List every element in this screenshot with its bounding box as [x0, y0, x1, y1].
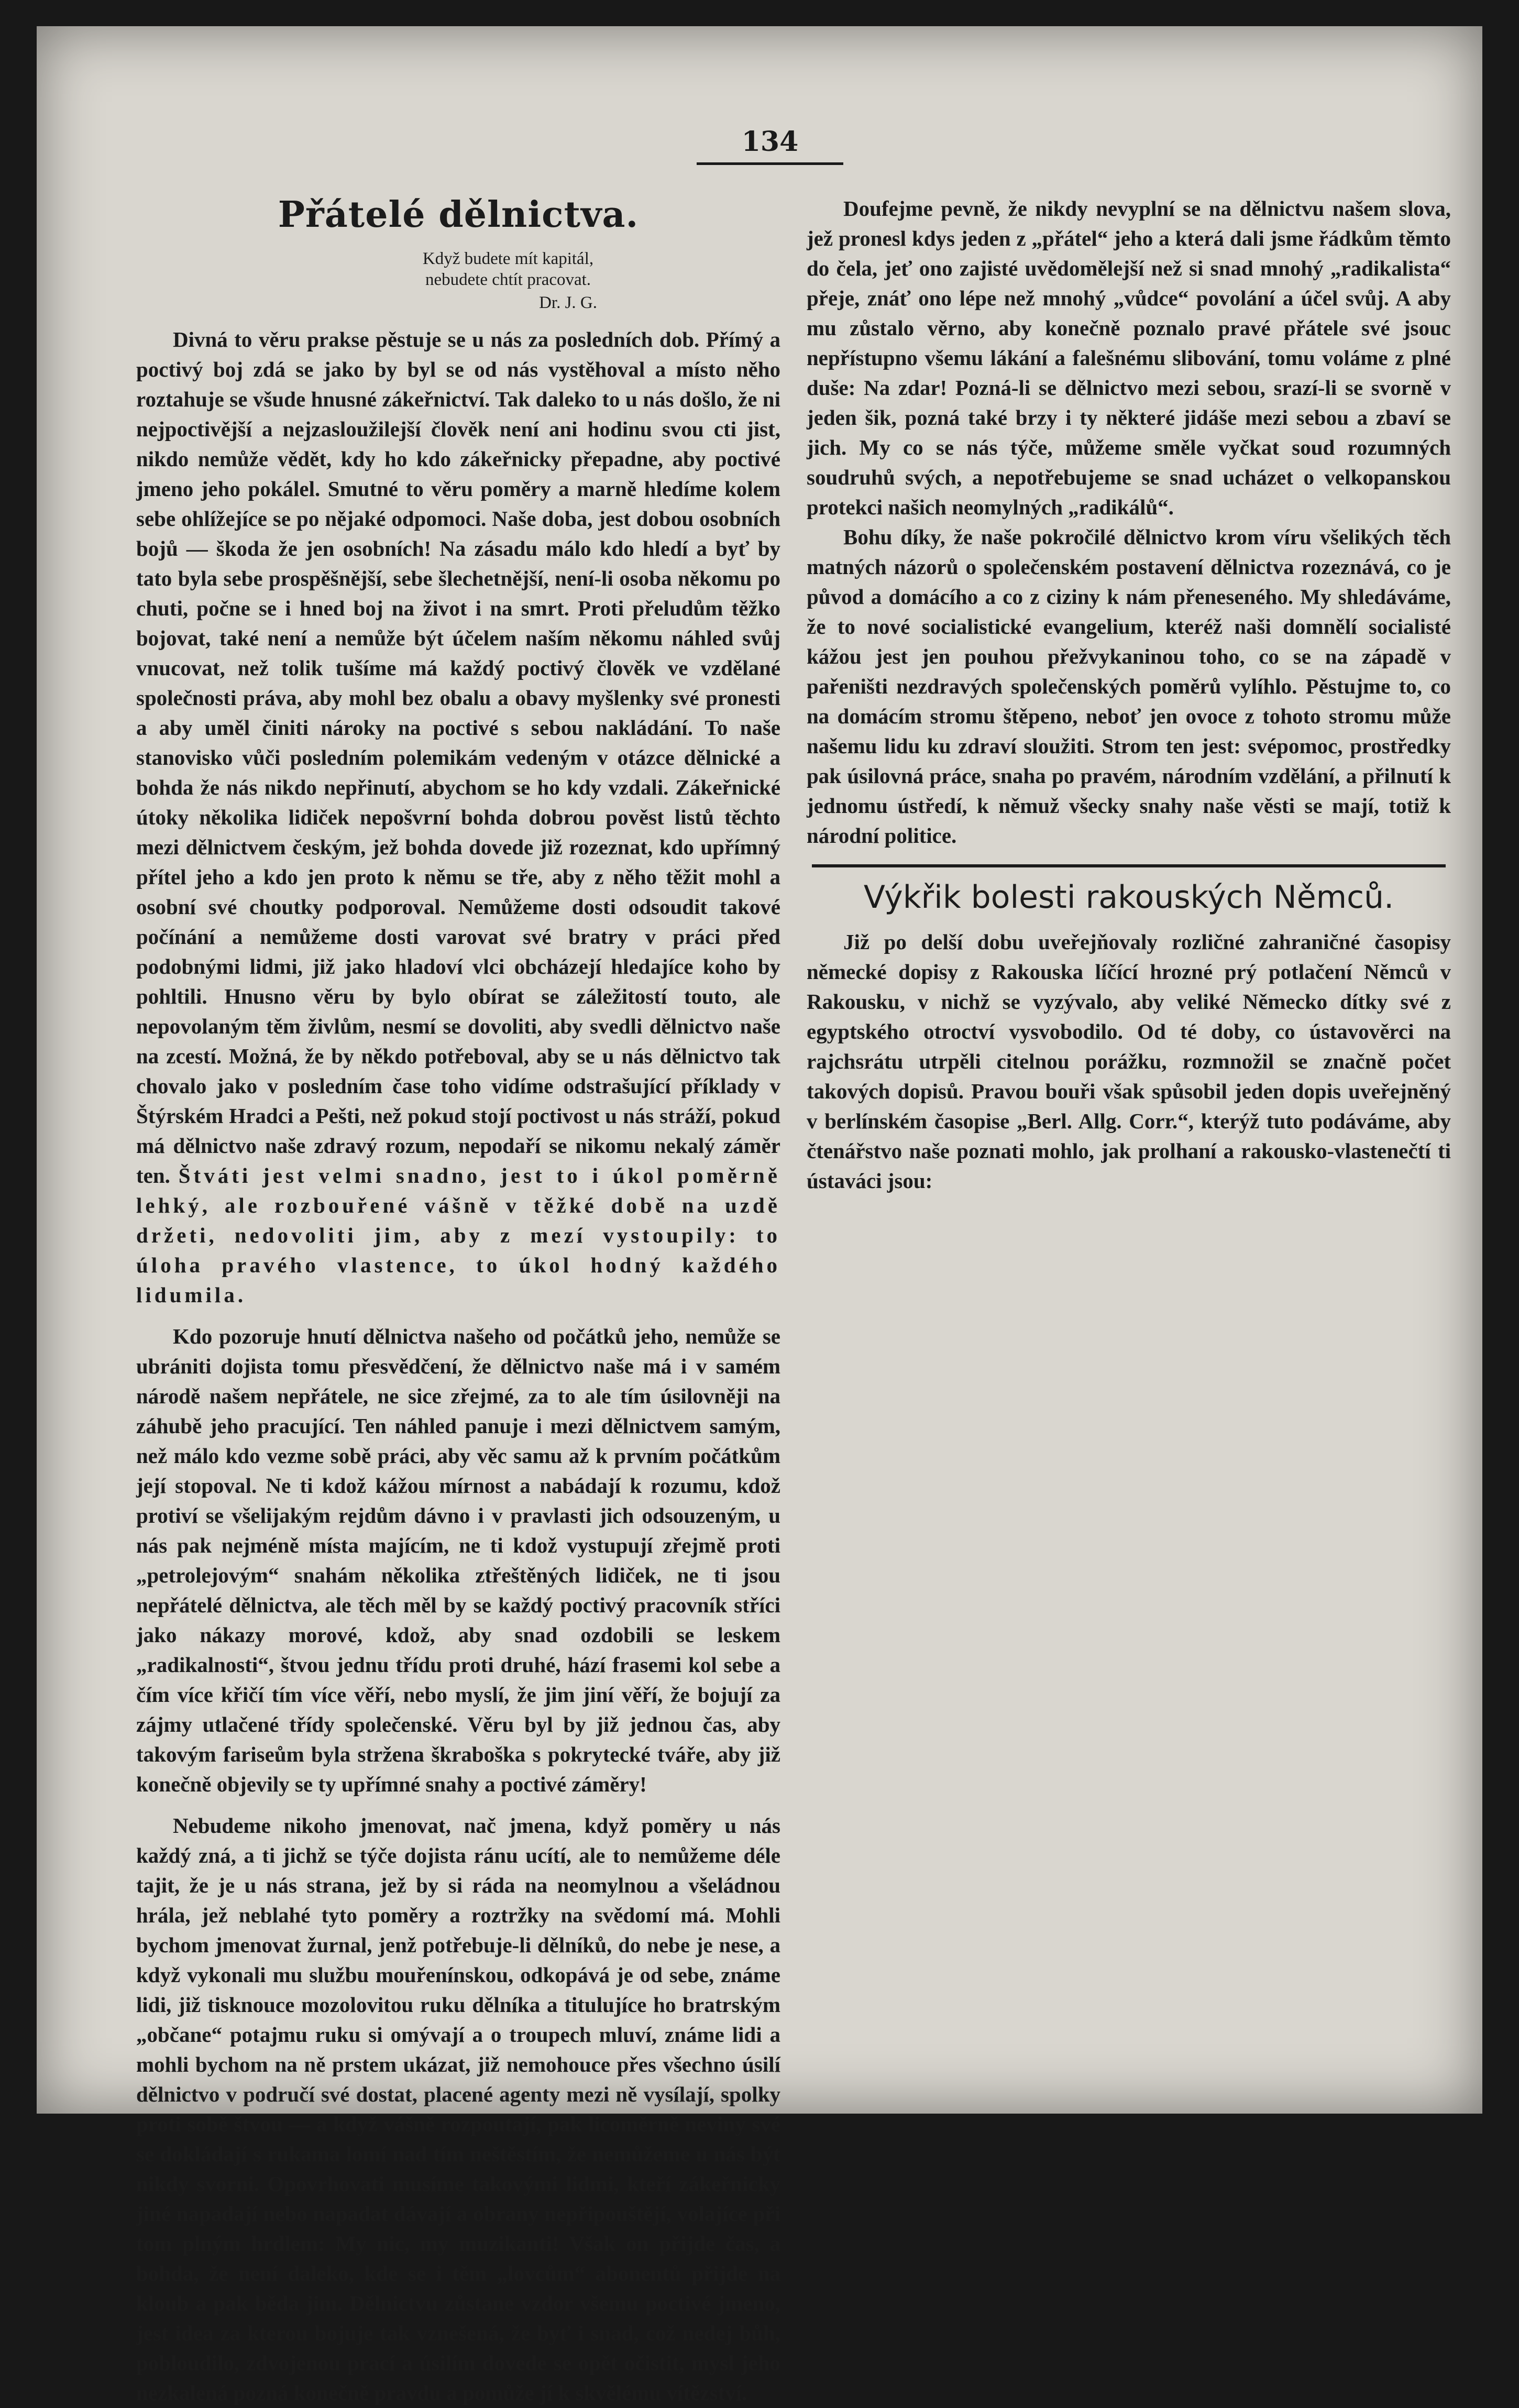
paragraph-text: Divná to věru prakse pěstuje se u nás za posledních dob. Přímý a poctivý boj zdá se jako by byl se od nás vystěhoval a místo něho roztahuje se všude hnusné zákeřnictví. Tak daleko to u nás došlo, že ni nejpoctivější a nejzasloužilejší člověk není ani hodinu svou cti jist, nikdo nemůže vědět, kdy ho kdo zákeřnicky přepadne, aby poctivé jmeno jeho pokálel. Smutné to věru poměry a marně hledíme kolem sebe ohlížejíce se po nějaké odpomoci. Naše doba, jest dobou osobních bojů — škoda že jen osobních! Na zásadu málo kdo hledí a byť by tato byla sebe prospěšnější, sebe šlechetnější, není-li osoba někomu po chuti, počne se i hned boj na život i na smrt. Proti přeludům těžko bojovat, také není a nemůže být účelem naším někomu náhled svůj vnucovat, než tolik tušíme má každý poctivý člověk ve vzdělané společnosti práva, aby mohl bez obalu a obavy myšlenky své pronesti a aby uměl činiti nároky na poctivé s sebou nakládání. To naše stanovisko vůči posledním polemikám vedeným v otázce dělnické a bohda že nás nikdo nepřinutí, abychom se ho kdy vzdali. Zákeřnické útoky několika lidiček nepošvrní bohda dobrou pověst listů těchto mezi dělnictvem českým, jež bohda dovede již rozeznat, kdo upřímný přítel jeho a kdo jen proto k němu se tře, aby z něho těžit mohl a osobní své choutky podporoval. Nemůžeme dosti odsoudit takové počínání a nemůžeme dosti varovat své bratry v práci před podobnými lidmi, již jako hladoví vlci obcházejí hledajíce koho by pohltili. Hnusno věru by bylo obírat se záležitostí touto, ale nepovolaným těm živlům, nesmí se dovoliti, aby svedli dělnictvo naše na zcestí. Možná, že by někdo potřeboval, aby se u nás dělnictvo tak chovalo jako v posledním čase toho vidíme odstrašující příklady v Štýrském Hradci a Pešti, než pokud stojí poctivost u nás stráží, pokud má dělnictvo naše zdravý rozum, nepodaří se nikomu nekalý záměr ten.: [136, 327, 780, 1187]
epigraph-line: Když budete mít kapitál,: [422, 249, 594, 268]
article-paragraph: [136, 325, 780, 1310]
epigraph-line: nebudete chtít pracovat.: [425, 270, 591, 289]
article-title-2: Výkřik bolesti rakouských Němců.: [863, 879, 1394, 916]
header-rule: [697, 162, 843, 165]
article-paragraph: Kdo pozoruje hnutí dělnictva našeho od počátků jeho, nemůže se ubrániti dojista tomu přesvědčení, že dělnictvo naše má i v samém národě našem nepřátele, ne sice zřejmé, za to ale tím úsilovněji na záhubě jeho pracující. Ten náhled panuje i mezi dělnictvem samým, než málo kdo vezme sobě práci, aby věc samu až k prvním počátkům její stopoval. Ne ti kdož kážou mírnost a nabádají k rozumu, kdož protiví se všelijakým rejdům dávno i v pravlasti jich odsouzeným, u nás pak nejméně místa majícím, ne ti kdož vystupují zřejmě proti „petrolejovým“ snahám několika ztřeštěných lidiček, ne ti jsou nepřátelé dělnictva, ale těch měl by se každý poctivý pracovník stříci jako nákazy morové, kdož, aby snad ozdobili se leskem „radikalnosti“, štvou jednu třídu proti druhé, hází frasemi kol sebe a čím více křičí tím více věří, nebo myslí, že jim jiní věří, že bojují za zájmy utlačené třídy společenské. Věru byl by již jednou čas, aby takovým fariseům byla stržena škraboška s pokrytecké tváře, aby již konečně objevily se ty upřímné snahy a poctivé záměry!: [136, 1324, 780, 1796]
left-column: [136, 194, 780, 2408]
article-title: Přátelé dělnictva.: [278, 194, 639, 236]
newspaper-page: [37, 26, 1482, 2405]
page-header: [37, 105, 1482, 173]
epigraph-author: Dr. J. G.: [539, 293, 597, 312]
article-paragraph: Bohu díky, že naše pokročilé dělnictvo krom víru všelikých těch matných názorů o společenském postavení dělnictva rozeznává, co je původ a domácího a co z ciziny k nám přeneseného. My shledáváme, že to nové socialistické evangelium, kteréž naši domnělí socialisté kážou jest jen pouhou přežvykaninou toho, co se na západě v pařeništi nezdravých společenských poměrů vylíhlo. Pěstujme to, co na domácím stromu štěpeno, neboť jen ovoce z tohoto stromu může našemu lidu ku zdraví sloužiti. Strom ten jest: svépomoc, prostředky pak úsilovná práce, snaha po pravém, národním vzdělání, a přilnutí k jednomu ústředí, k němuž všecky snahy naše věsti se mají, totiž k národní politice.: [807, 525, 1451, 848]
article-paragraph: Nebudeme nikoho jmenovat, nač jmena, když poměry u nás každý zná, a ti jichž se týče dojista ránu ucítí, ale to nemůžeme déle tajit, že je u nás strana, jež by si ráda na neomylnou a všeládnou hrála, jež neblahé tyto poměry a roztržky na svědomí má. Mohli bychom jmenovat žurnal, jenž potřebuje-li dělníků, do nebe je nese, a když vykonali mu službu mouřenínskou, odkopává je od sebe, známe lidi, již tisknouce mozolovitou ruku dělníka a titulujíce ho bratrským „občane“ potajmu ruku si omývají a o troupech mluví, známe lidi a mohli bychom na ně prstem ukázat, již nemohouce přes všechno úsilí dělnictvo v područí své dostat, placené agenty mezi ně vysílají, spolky proti sobě štvou — a když vášně rozpoutají, pak licoměrně neviny své se dokládají s rukama lomí nad tím neštěstím, že nemůžeme u nás být nikdy svorni. Opovrhovati musíme takovými lidmi, kteří zákeřnicky jiné napadají nebo napadat dávají a obrany nepřipouštějí, volajíce při tom plným hrdlem: My nic, my muzikanti! Však on přijde čas, a bohda, že není daleko, kde se i těm „lovcům“ abonentů přijde na kloub a pak běda jim. Dělnictvu zůstane vzdor všemu poctivé jmeno, jest idea za kterou bojuje tak vznešená, že byť i snad, což nedej bůh, pobloudilo, zdvojenou prací a úsilím dovede se opět očistit, mysl jeho nezkalená pozná konečně pravdu a pomůže jí k skvělému vítězství.: [136, 1813, 780, 2405]
article-paragraph: Již po delší dobu uveřejňovaly rozličné zahraničné časopisy německé dopisy z Rakouska líčící hrozné prý potlačení Němců v Rakousku, v nichž se vyzývalo, aby veliké Německo dítky své z egyptského otroctví vysvobodilo. Od té doby, co ústavověrci na rajchsrátu utrpěli citelnou porážku, rozmnožil se značně počet takových dopisů. Pravou bouři však spůsobil jeden dopis uveřejněný v berlínském časopise „Berl. Allg. Corr.“, kterýž tuto podáváme, aby čtenářstvo naše poznati mohlo, jak prolhaní a rakousko-vlastenečtí ti ústaváci jsou:: [807, 930, 1451, 1193]
epigraph: [361, 248, 655, 313]
right-column: [807, 194, 1451, 1196]
spaced-emphasis: Štváti jest velmi snadno, jest to i úkol poměrně lehký, ale rozbouřené vášně v těžké době na uzdě držeti, nedovoliti jim, aby z mezí vystoupily: to úloha pravého vlastence, to úkol hodný každého lidumila.: [136, 1163, 781, 1307]
page-number: 134: [741, 126, 799, 158]
article-paragraph: Doufejme pevně, že nikdy nevyplní se na dělnictvu našem slova, jež pronesl kdys jeden z „přátel“ jeho a která dali jsme řádkům těmto do čela, jeť ono zajisté uvědomělejší než si snad mnohý „radikalista“ přeje, znáť ono lépe než mnohý „vůdce“ povolání a účel svůj. A aby mu zůstalo věrno, aby konečně poznalo pravé přátele své jsouc nepřístupno všemu lákání a falešnému slibování, tomu voláme z plné duše: Na zdar! Pozná-li se dělnictvo mezi sebou, srazí-li se svorně v jeden šik, pozná také brzy i ty některé jidáše mezi sebou a zbaví se jich. My co se nás týče, můžeme směle vyčkat soud rozumných soudruhů svých, a nepotřebujeme se snad ucházet o velkopanskou protekci našich neomylných „radikálů“.: [807, 196, 1451, 519]
section-divider: [812, 864, 1446, 867]
